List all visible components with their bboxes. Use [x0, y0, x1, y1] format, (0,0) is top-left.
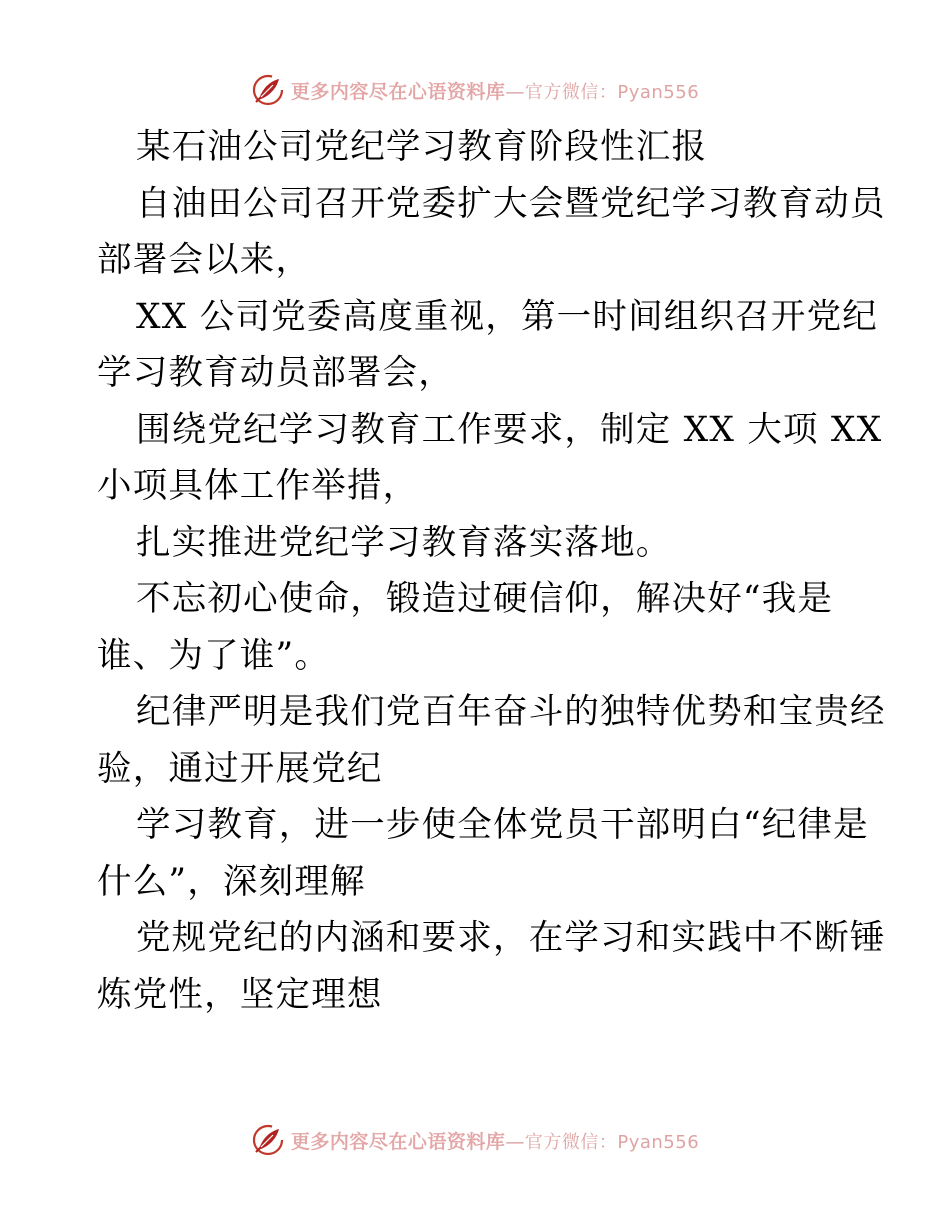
- header-watermark-banner: [0, 70, 950, 110]
- paragraph-line: XX 公司党委高度重视，第一时间组织召开党纪: [136, 296, 878, 337]
- paragraph-line: 什么”，深刻理解: [97, 861, 366, 902]
- footer-watermark-banner: [0, 1120, 950, 1160]
- quill-leaf-logo-icon: [251, 1123, 285, 1157]
- paragraph-line: 学习教育，进一步使全体党员干部明白“纪律是: [136, 805, 869, 845]
- footer-watermark: [251, 1123, 699, 1157]
- header-watermark: [251, 73, 699, 107]
- document-body: [97, 119, 886, 1023]
- watermark-main: 更多内容尽在心语资料库: [290, 80, 506, 103]
- paragraph-line: 学习教育动员部署会，: [97, 353, 454, 393]
- watermark-separator: —: [505, 1130, 525, 1153]
- watermark-text: [291, 77, 699, 104]
- document-title: 某石油公司党纪学习教育阶段性汇报: [136, 127, 708, 167]
- paragraph-line: 纪律严明是我们党百年奋斗的独特优势和宝贵经: [136, 692, 886, 732]
- paragraph-line: 部署会以来，: [97, 240, 312, 280]
- paragraph-line: 小项具体工作举措，: [97, 466, 419, 506]
- paragraph-line: 扎实推进党纪学习教育落实落地。: [136, 522, 672, 563]
- paragraph-line: 不忘初心使命，锻造过硬信仰，解决好“我是: [136, 579, 834, 619]
- watermark-text: [291, 1127, 699, 1154]
- watermark-wechat: 官方微信：Pyan556: [524, 1131, 700, 1153]
- watermark-separator: —: [505, 80, 525, 103]
- quill-leaf-logo-icon: [251, 73, 285, 107]
- paragraph-line: 谁、为了谁”。: [97, 635, 331, 676]
- paragraph-line: 炼党性，坚定理想: [97, 974, 383, 1015]
- paragraph-line: 验，通过开展党纪: [97, 748, 383, 789]
- paragraph-line: 党规党纪的内涵和要求，在学习和实践中不断锤: [136, 918, 886, 958]
- watermark-wechat: 官方微信：Pyan556: [524, 81, 700, 103]
- paragraph-line: 围绕党纪学习教育工作要求，制定 XX 大项 XX: [136, 409, 883, 450]
- watermark-main: 更多内容尽在心语资料库: [290, 1130, 506, 1153]
- paragraph-line: 自油田公司召开党委扩大会暨党纪学习教育动员: [136, 183, 886, 224]
